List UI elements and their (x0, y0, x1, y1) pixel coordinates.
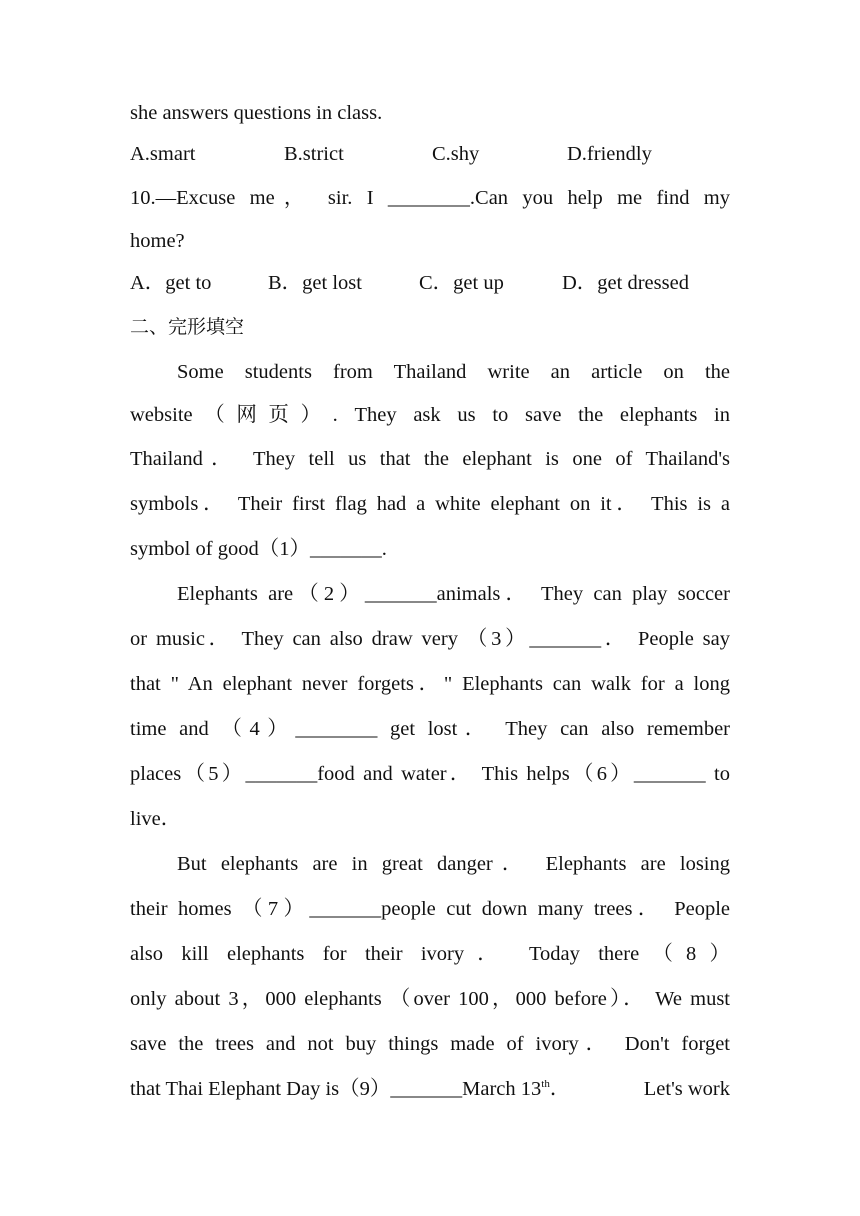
option-b: B．get lost (268, 272, 362, 294)
passage-line: or music． They can also draw very （3）_______． People say (130, 628, 730, 650)
passage-line: also kill elephants for their ivory． Today there（8） (130, 943, 730, 965)
passage-line: places（5）_______food and water． This helps（6）_______ to (130, 763, 730, 785)
passage-line (130, 1074, 730, 1104)
passage-line: website（网页）. They ask us to save the elephants in (130, 404, 730, 426)
question-9-tail: she answers questions in class. (130, 102, 383, 124)
option-a: A．get to (130, 272, 212, 294)
punctuation: ． (549, 1078, 571, 1100)
passage-line: symbols． Their first flag had a white elephant on it． This is a (130, 493, 730, 515)
question-10-line-2: home? (130, 230, 185, 252)
option-c: C.shy (432, 143, 480, 165)
passage-line: Thailand． They tell us that the elephant is one of Thailand's (130, 448, 730, 470)
passage-line: that " An elephant never forgets．" Elephants can walk for a long (130, 673, 730, 695)
section-heading: 二、完形填空 (130, 316, 245, 338)
option-b: B.strict (284, 143, 344, 165)
option-d: D.friendly (567, 143, 652, 165)
passage-line-end: Let's work (643, 1078, 730, 1100)
passage-line: time and （4）________ get lost． They can also remember (130, 718, 730, 740)
question-10-line-1: 10.—Excuse me， sir. I ________.Can you help me find my (130, 187, 730, 209)
passage-line: But elephants are in great danger． Elephants are losing (177, 853, 730, 875)
question-9-options (130, 139, 730, 169)
passage-line: Elephants are（2）_______animals． They can play soccer (177, 583, 730, 605)
passage-line: Some students from Thailand write an article on the (177, 361, 730, 383)
passage-line: symbol of good（1）_______. (130, 538, 387, 560)
passage-line: their homes （7）_______people cut down many trees． People (130, 898, 730, 920)
question-10-options (130, 268, 730, 298)
passage-line: only about 3，000 elephants （over 100，000 before）． We must (130, 988, 730, 1010)
option-a: A.smart (130, 143, 196, 165)
passage-line: save the trees and not buy things made of ivory． Don't forget (130, 1033, 730, 1055)
option-c: C．get up (419, 272, 504, 294)
passage-line-text: that Thai Elephant Day is（9）_______March 13 (130, 1078, 542, 1100)
ordinal-superscript: th (541, 1078, 550, 1091)
passage-line: live． (130, 808, 182, 830)
option-d: D．get dressed (562, 272, 689, 294)
